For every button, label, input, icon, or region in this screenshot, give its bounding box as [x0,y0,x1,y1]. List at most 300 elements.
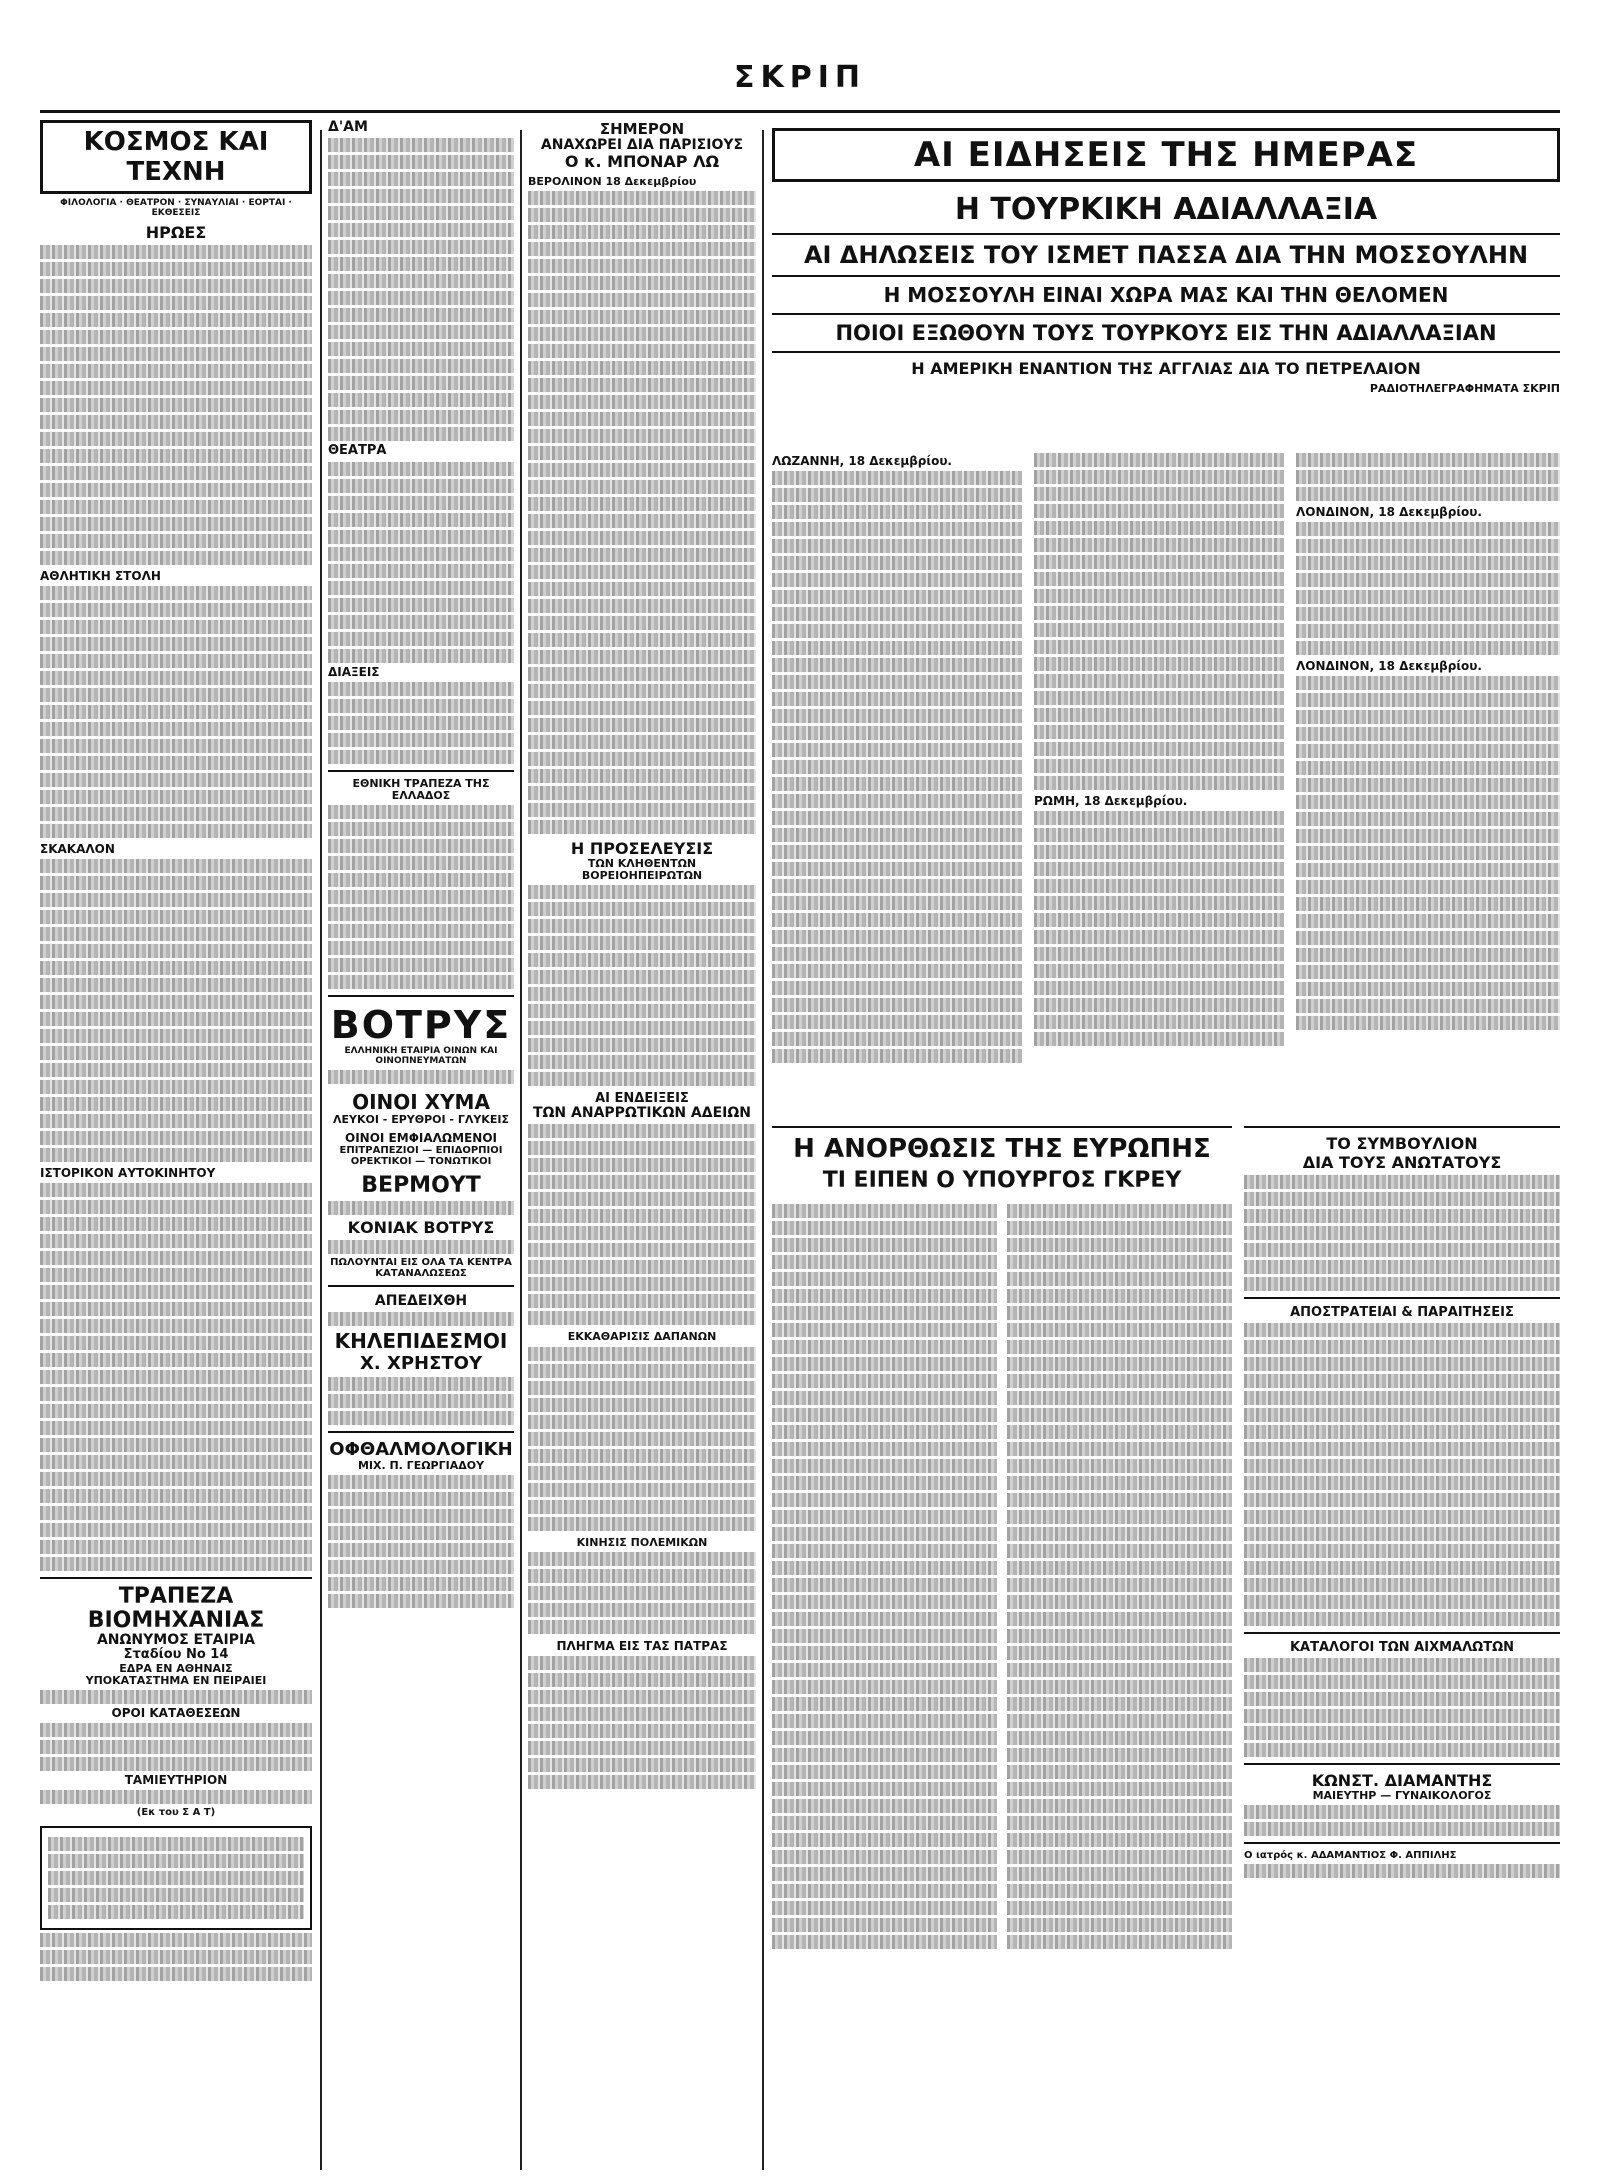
text-line [40,620,312,634]
text-line [772,1544,997,1558]
text-line [40,1387,312,1401]
text-line [40,1131,312,1145]
text-line [40,245,312,259]
text-line [48,1871,304,1885]
text-line [772,777,1022,791]
text-line [528,1398,756,1412]
text-line [328,308,514,322]
text-line [40,705,312,719]
text-line [528,1072,756,1086]
text-line [40,483,312,497]
bank-ad-line: ΟΡΟΙ ΚΑΤΑΘΕΣΕΩΝ [111,1705,241,1720]
text-line [772,522,1022,536]
text-line [40,1234,312,1248]
text-line [1244,1425,1560,1439]
article-title: ΘΕΑΤΡΑ [328,443,387,459]
divider [772,1126,1232,1128]
text-line [528,1707,756,1721]
text-line [528,514,756,528]
text-line [772,1714,997,1728]
text-line [528,633,756,647]
text-line [1007,1578,1232,1592]
text-line [772,1782,997,1796]
text-line [772,998,1022,1012]
text-line [1034,759,1284,773]
text-line [528,701,756,715]
text-line [1007,1289,1232,1303]
bank-ad-address: Σταδίου No 14 [123,1647,229,1663]
text-line [40,1012,312,1026]
text-line [528,1690,756,1704]
text-line [328,479,514,493]
text-line [528,344,756,358]
text-line [772,1578,997,1592]
text-line [1007,1255,1232,1269]
text-line [772,1595,997,1609]
text-line [1007,1561,1232,1575]
text-line [772,1425,997,1439]
text-line [772,641,1022,655]
text-line [528,684,756,698]
text-line [528,1466,756,1480]
news-block [772,128,1560,397]
text-line [528,1004,756,1018]
text-line [528,1124,756,1138]
text-line [528,1603,756,1617]
dateline: ΒΕΡΟΛΙΝΟΝ 18 Δεκεμβρίου [528,174,697,188]
text-line [40,398,312,412]
text-line [528,1311,756,1325]
votrys-ad-line: ΟΙΝΟΙ ΕΜΦΙΑΛΩΜΕΝΟΙ [345,1130,497,1145]
text-line [40,1790,312,1804]
text-line [1296,948,1560,962]
text-line [328,598,514,612]
text-line [40,1950,312,1964]
text-line [528,1449,756,1463]
text-line [772,1476,997,1490]
text-line [528,1552,756,1566]
text-line [1244,1561,1560,1575]
ad-headline: ΚΗΛΕΠΙΔΕΣΜΟΙ [334,1329,508,1354]
news-column [1296,450,1560,1110]
text-line [40,1933,312,1947]
text-line [1034,504,1284,518]
text-line [528,1775,756,1789]
text-line [328,615,514,629]
council-column [1244,1120,1560,2170]
text-line [328,975,514,989]
text-line [40,961,312,975]
text-line [1034,828,1284,842]
text-line [40,432,312,446]
article-subhead: ΤΙ ΕΙΠΕΝ Ο ΥΠΟΥΡΓΟΣ ΓΚΡΕΥ [822,1168,1182,1193]
text-line [40,517,312,531]
text-line [1034,1032,1284,1046]
text-line [328,699,514,713]
text-line [1007,1629,1232,1643]
lead-deck: Η ΑΜΕΡΙΚΗ ΕΝΑΝΤΙΟΝ ΤΗΣ ΑΓΓΛΙΑΣ ΔΙΑ ΤΟ ΠΕΤΡΕΛΑΙΟΝ [911,359,1421,378]
text-line [328,393,514,407]
text-line [528,735,756,749]
text-line [328,427,514,441]
text-line [1034,981,1284,995]
article-headline: ΑΝΑΧΩΡΕΙ ΔΙΑ ΠΑΡΙΣΙΟΥΣ [540,137,744,153]
text-line [1034,623,1284,637]
text-line [328,376,514,390]
text-line [328,941,514,955]
text-line [772,1272,997,1286]
text-line [1296,693,1560,707]
text-line [40,654,312,668]
text-line [1296,676,1560,690]
text-line [528,1021,756,1035]
text-line [772,709,1022,723]
text-line [328,547,514,561]
text-line [528,987,756,1001]
text-line [1244,1260,1560,1274]
text-line [528,919,756,933]
dateline: ΛΟΝΔΙΝΟΝ, 18 Δεκεμβρίου. [1296,659,1482,673]
text-line [1244,1175,1560,1189]
text-line [1296,965,1560,979]
text-line [328,257,514,271]
wire-label: ΡΑΔΙΟΤΗΛΕΓΡΑΦΗΜΑΤΑ ΣΚΡΙΠ [1369,382,1560,395]
text-line [1034,572,1284,586]
text-line [40,1557,312,1571]
text-line [328,716,514,730]
text-line [328,1577,514,1591]
text-line [40,534,312,548]
text-line [1034,538,1284,552]
text-line [1007,1799,1232,1813]
text-line [1244,1726,1560,1740]
text-line [328,733,514,747]
section-header-news: ΑΙ ΕΙΔΗΣΕΙΣ ΤΗΣ ΗΜΕΡΑΣ [772,128,1560,182]
text-line [328,958,514,972]
text-line [1007,1731,1232,1745]
text-line [772,1918,997,1932]
text-line [1034,691,1284,705]
text-line [772,539,1022,553]
text-line [328,890,514,904]
text-line [1244,1391,1560,1405]
section-header-kosmos: ΚΟΣΜΟΣ ΚΑΙ ΤΕΧΝΗ [40,120,312,194]
dateline: ΛΟΝΔΙΝΟΝ, 18 Δεκεμβρίου. [1296,505,1482,519]
text-line [772,1935,997,1949]
text-line [328,274,514,288]
text-line [1244,1442,1560,1456]
text-line [40,688,312,702]
text-line [40,790,312,804]
text-line [772,726,1022,740]
article-title: ΔΙΑΞΕΙΣ [328,664,380,679]
votrys-ad-line: ΒΕΡΜΟΥΤ [361,1173,481,1199]
text-line [328,1070,514,1084]
text-line [528,1620,756,1634]
text-line [328,1394,514,1408]
text-line [1034,589,1284,603]
text-line [1034,862,1284,876]
text-line [772,1612,997,1626]
text-line [40,586,312,600]
text-line [772,590,1022,604]
votrys-ad-line: ΠΩΛΟΥΝΤΑΙ ΕΙΣ ΟΛΑ ΤΑ ΚΕΝΤΡΑ ΚΑΤΑΝΑΛΩΣΕΩΣ [330,1257,512,1280]
doctor-ad-role: ΜΑΙΕΥΤΗΡ — ΓΥΝΑΙΚΟΛΟΓΟΣ [1312,1789,1492,1802]
text-line [1244,1612,1560,1626]
text-line [40,807,312,821]
text-line [328,649,514,663]
text-line [1007,1391,1232,1405]
text-line [1034,913,1284,927]
text-line [40,1455,312,1469]
text-line [772,1833,997,1847]
text-line [1296,982,1560,996]
text-line [1244,1527,1560,1541]
article-headline: ΤΟ ΣΥΜΒΟΥΛΙΟΝ [1326,1134,1478,1153]
text-line [1296,812,1560,826]
text-line [772,1884,997,1898]
text-line [40,449,312,463]
text-line [528,1656,756,1670]
text-line [1296,846,1560,860]
text-line [1296,1016,1560,1030]
text-line [328,155,514,169]
votrys-ad-sub: ΕΛΛΗΝΙΚΗ ΕΤΑΙΡΙΑ ΟΙΝΩΝ ΚΑΙ ΟΙΝΟΠΝΕΥΜΑΤΩΝ [344,1046,498,1066]
text-line [1034,453,1284,467]
text-line [328,924,514,938]
text-line [1007,1527,1232,1541]
text-line [1007,1663,1232,1677]
text-line [528,970,756,984]
text-line [528,276,756,290]
text-line [1296,744,1560,758]
text-line [528,936,756,950]
text-line [40,1080,312,1094]
text-line [1007,1272,1232,1286]
divider [772,313,1560,315]
divider [40,1577,312,1579]
text-line [1244,1192,1560,1206]
text-line [528,752,756,766]
text-line [40,1523,312,1537]
text-line [528,1741,756,1755]
text-line [1007,1595,1232,1609]
text-line [528,1483,756,1497]
text-line [328,138,514,152]
text-line [528,429,756,443]
text-line [1007,1459,1232,1473]
text-line [328,1594,514,1608]
text-line [528,1294,756,1308]
text-line [528,1517,756,1531]
text-line [40,381,312,395]
text-line [528,1192,756,1206]
text-line [528,803,756,817]
text-line [772,1527,997,1541]
votrys-ad-line: ΛΕΥΚΟΙ - ΕΡΥΘΡΟΙ - ΓΛΥΚΕΙΣ [333,1112,509,1126]
text-line [40,1268,312,1282]
text-line [1007,1833,1232,1847]
text-line [40,876,312,890]
article-headline: Ο κ. ΜΠΟΝΑΡ ΛΩ [564,152,720,172]
text-line [1007,1935,1232,1949]
text-line [528,1158,756,1172]
text-line [1034,811,1284,825]
text-line [1034,521,1284,535]
text-line [40,262,312,276]
ad-name: ΜΙΧ. Π. ΓΕΩΡΓΙΑΔΟΥ [357,1459,485,1473]
text-line [40,1438,312,1452]
text-line [528,565,756,579]
text-line [40,415,312,429]
text-line [1244,1323,1560,1337]
text-line [1007,1884,1232,1898]
text-line [328,496,514,510]
text-line [1007,1425,1232,1439]
text-line [528,650,756,664]
text-line [772,1493,997,1507]
text-line [528,1175,756,1189]
text-line [40,1723,312,1737]
text-line [40,1506,312,1520]
footer-notice: Ο ιατρός κ. ΑΔΑΜΑΝΤΙΟΣ Φ. ΑΠΠΙΛΗΣ [1244,1850,1457,1862]
text-line [40,1967,312,1981]
text-line [40,739,312,753]
divider [772,275,1560,277]
bank-notice-title: ΕΘΝΙΚΗ ΤΡΑΠΕΖΑ ΤΗΣ ΕΛΛΑΔΟΣ [352,776,490,802]
text-line [1034,1015,1284,1029]
text-line [40,296,312,310]
text-line [40,551,312,565]
text-line [772,1374,997,1388]
divider [1244,1632,1560,1634]
text-line [528,1758,756,1772]
text-line [328,530,514,544]
text-line [328,1411,514,1425]
text-line [1296,624,1560,638]
text-line [40,1690,312,1704]
text-line [328,223,514,237]
text-line [1244,1340,1560,1354]
text-line [40,893,312,907]
text-line [772,913,1022,927]
divider [772,233,1560,235]
text-line [48,1888,304,1902]
text-line [1007,1221,1232,1235]
ad-name: Χ. ΧΡΗΣΤΟΥ [359,1353,483,1375]
text-line [528,531,756,545]
text-line [1296,607,1560,621]
masthead: ΣΚΡΙΠ [734,60,866,95]
text-line [328,342,514,356]
text-line [1244,1459,1560,1473]
text-line [772,505,1022,519]
text-line [1244,1805,1560,1819]
text-line [772,981,1022,995]
text-line [40,1097,312,1111]
text-line [328,632,514,646]
text-line [1244,1476,1560,1490]
text-line [1296,999,1560,1013]
text-line [528,1243,756,1257]
text-line [1244,1408,1560,1422]
text-line [1034,606,1284,620]
text-line [772,1408,997,1422]
text-line [328,1526,514,1540]
text-line [772,1748,997,1762]
article-subhead: ΤΩΝ ΑΝΑΡΡΩΤΙΚΩΝ ΑΔΕΙΩΝ [532,1105,751,1122]
text-line [1007,1816,1232,1830]
divider [1244,1297,1560,1299]
text-line [1007,1374,1232,1388]
news-column [1034,450,1284,1110]
text-line [528,667,756,681]
votrys-ad-line: ΕΠΙΤΡΑΠΕΖΙΟΙ — ΕΠΙΔΟΡΠΙΟΙ ΟΡΕΚΤΙΚΟΙ — ΤΟΝΩΤΙΚΟΙ [339,1145,503,1168]
text-line [40,500,312,514]
column-theatre [328,120,514,2170]
text-line [40,466,312,480]
lead-deck: ΑΙ ΔΗΛΩΣΕΙΣ ΤΟΥ ΙΣΜΕΤ ΠΑΣΣΑ ΔΙΑ ΤΗΝ ΜΟΣΣΟΥΛΗΝ [803,241,1529,269]
text-line [1007,1765,1232,1779]
dateline: ΛΩΖΑΝΝΗ, 18 Δεκεμβρίου. [772,454,952,468]
text-line [1244,1510,1560,1524]
text-line [528,412,756,426]
text-line [328,581,514,595]
text-line [40,756,312,770]
text-line [772,1357,997,1371]
text-line [1034,776,1284,790]
text-line [1244,1595,1560,1609]
text-line [1007,1867,1232,1881]
text-line [772,1867,997,1881]
text-line [772,624,1022,638]
text-line [40,859,312,873]
lead-deck: Η ΜΟΣΣΟΥΛΗ ΕΙΝΑΙ ΧΩΡΑ ΜΑΣ ΚΑΙ ΤΗΝ ΘΕΛΟΜΕΝ [883,283,1449,307]
text-line [772,1323,997,1337]
text-line [1296,710,1560,724]
article-headline: ΚΑΤΑΛΟΓΟΙ ΤΩΝ ΑΙΧΜΑΛΩΤΩΝ [1289,1640,1515,1655]
text-line [528,208,756,222]
text-line [328,805,514,819]
text-line [40,330,312,344]
text-line [328,822,514,836]
text-line [772,1850,997,1864]
text-line [328,564,514,578]
text-line [328,1377,514,1391]
text-line [1034,725,1284,739]
text-line [772,845,1022,859]
text-line [528,446,756,460]
bank-ad-line: ΤΑΜΙΕΥΤΗΡΙΟΝ [124,1773,228,1788]
text-line [40,1353,312,1367]
text-line [1296,573,1560,587]
text-line [1007,1510,1232,1524]
text-line [40,1183,312,1197]
text-line [1007,1357,1232,1371]
text-line [528,1038,756,1052]
text-line [40,1046,312,1060]
text-line [772,760,1022,774]
text-line [40,1540,312,1554]
divider [1244,1126,1560,1128]
text-line [328,1560,514,1574]
text-line [528,1209,756,1223]
text-line [1034,674,1284,688]
text-line [1244,1243,1560,1257]
article-title: ΙΣΤΟΡΙΚΟΝ ΑΥΤΟΚΙΝΗΤΟΥ [40,1165,216,1180]
text-line [772,658,1022,672]
text-line [772,794,1022,808]
